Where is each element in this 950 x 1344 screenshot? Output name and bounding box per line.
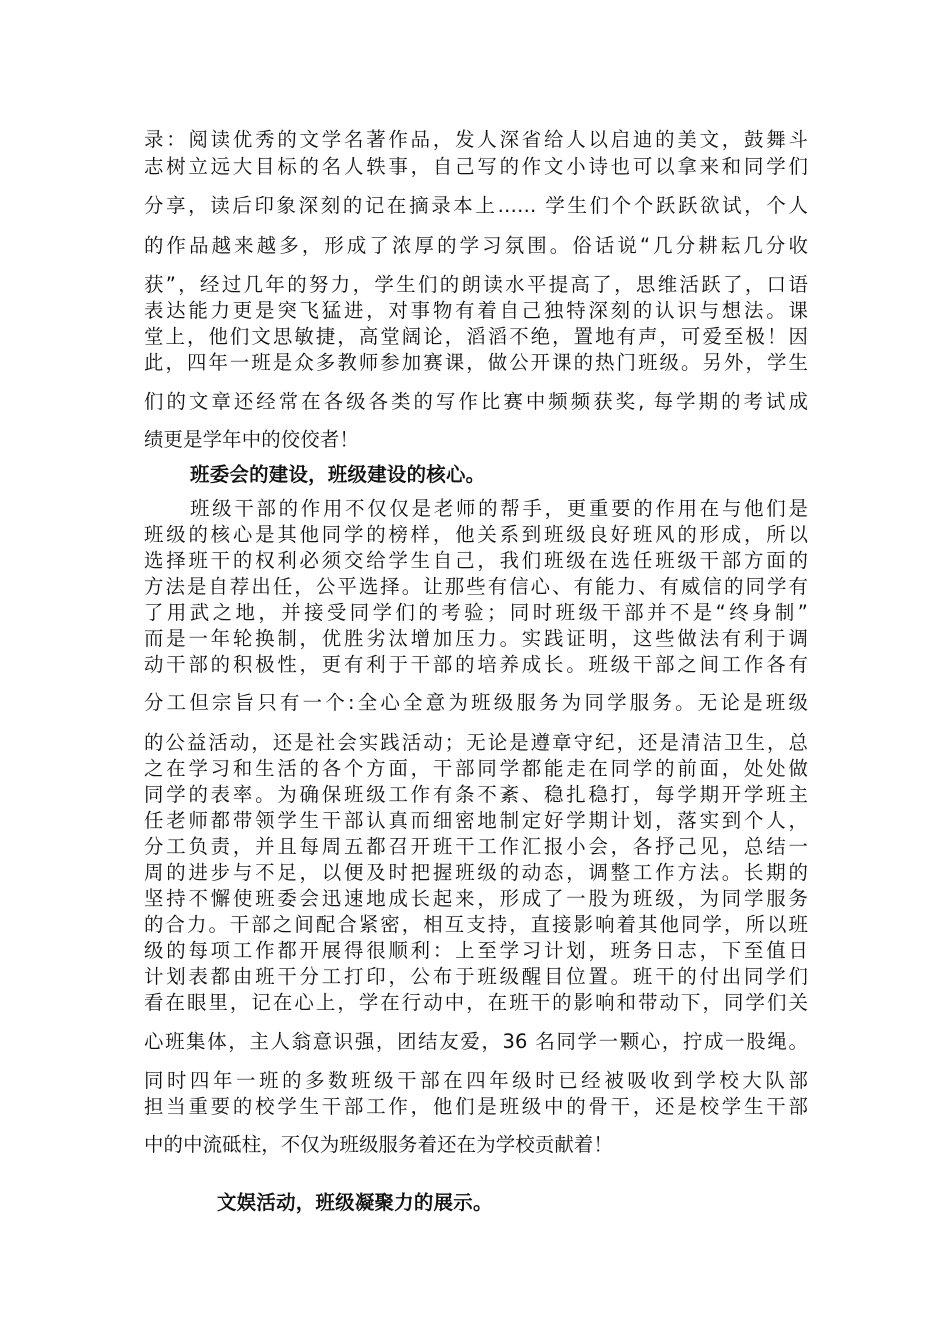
paragraph-line: 的公益活动，还是社会实践活动；无论是遵章守纪，还是清洁卫生，总	[144, 731, 808, 754]
paragraph-line: 堂上，他们文思敏捷，高堂阔论，滔滔不绝，置地有声，可爱至极！因	[144, 325, 808, 348]
section-heading: 班委会的建设，班级建设的核心。	[190, 463, 486, 486]
paragraph-line: 坚持不懈使班委会迅速地成长起来，形成了一股为班级，为同学服务	[144, 887, 808, 910]
paragraph-line: 之在学习和生活的各个方面，干部同学都能走在同学的前面，处处做	[144, 757, 808, 780]
paragraph-line: 心班集体，主人翁意识强，团结友爱，36 名同学一颗心，拧成一股绳。	[144, 1030, 808, 1053]
paragraph-line: 而是一年轮换制，优胜劣汰增加压力。实践证明，这些做法有利于调	[144, 627, 808, 650]
paragraph-line: 动干部的积极性，更有利于干部的培养成长。班级干部之间工作各有	[144, 653, 808, 676]
paragraph-line: 同学的表率。为确保班级工作有条不紊、稳扎稳打，每学期开学班主	[144, 783, 808, 806]
paragraph-line: 们的文章还经常在各级各类的写作比赛中频频获奖, 每学期的考试成	[144, 390, 808, 413]
paragraph-line: 同时四年一班的多数班级干部在四年级时已经被吸收到学校大队部	[144, 1069, 808, 1092]
paragraph-line: 担当重要的校学生干部工作，他们是班级中的骨干，还是校学生干部	[144, 1095, 808, 1118]
paragraph-line: 此，四年一班是众多教师参加赛课，做公开课的热门班级。另外，学生	[144, 351, 808, 374]
paragraph-line: 选择班干的权利必须交给学生自己，我们班级在选任班级干部方面的	[144, 549, 808, 572]
paragraph-line: 录：阅读优秀的文学名著作品，发人深省给人以启迪的美文，鼓舞斗	[144, 128, 808, 151]
paragraph-line: 绩更是学年中的佼佼者！	[144, 428, 359, 451]
section-heading: 文娱活动，班级凝聚力的展示。	[217, 1191, 493, 1214]
paragraph-line: 计划表都由班干分工打印，公布于班级醒目位置。班干的付出同学们	[144, 965, 808, 988]
paragraph-line: 班级干部的作用不仅仅是老师的帮手，更重要的作用在与他们是	[190, 497, 808, 520]
paragraph-line: 周的进步与不足，以便及时把握班级的动态，调整工作方法。长期的	[144, 861, 808, 884]
paragraph-line: 的合力。干部之间配合紧密，相互支持，直接影响着其他同学，所以班	[144, 913, 808, 936]
paragraph-line: 任老师都带领学生干部认真而细密地制定好学期计划，落实到个人，	[144, 809, 808, 832]
paragraph-line: 看在眼里，记在心上，学在行动中，在班干的影响和带动下，同学们关	[144, 991, 808, 1014]
paragraph-line: 班级的核心是其他同学的榜样，他关系到班级良好班风的形成，所以	[144, 523, 808, 546]
paragraph-line: 分工但宗旨只有一个:全心全意为班级服务为同学服务。无论是班级	[144, 691, 808, 714]
paragraph-line: 获”，经过几年的努力，学生们的朗读水平提高了，思维活跃了，口语	[144, 273, 808, 296]
paragraph-line: 了用武之地，并接受同学们的考验；同时班级干部并不是“终身制”	[144, 601, 808, 624]
paragraph-line: 的作品越来越多，形成了浓厚的学习氛围。俗话说“几分耕耘几分收	[144, 234, 808, 257]
paragraph-line: 分工负责，并且每周五都召开班干工作汇报小会，各抒己见，总结一	[144, 835, 808, 858]
paragraph-line: 方法是自荐出任，公平选择。让那些有信心、有能力、有威信的同学有	[144, 575, 808, 598]
paragraph-line: 级的每项工作都开展得很顺利：上至学习计划，班务日志，下至值日	[144, 939, 808, 962]
paragraph-line: 志树立远大目标的名人轶事，自己写的作文小诗也可以拿来和同学们	[144, 155, 808, 178]
paragraph-line: 中的中流砥柱，不仅为班级服务着还在为学校贡献着！	[144, 1133, 613, 1156]
paragraph-line: 分享，读后印象深刻的记在摘录本上…… 学生们个个跃跃欲试，个人	[144, 194, 808, 217]
paragraph-line: 表达能力更是突飞猛进，对事物有着自己独特深刻的认识与想法。课	[144, 299, 808, 322]
